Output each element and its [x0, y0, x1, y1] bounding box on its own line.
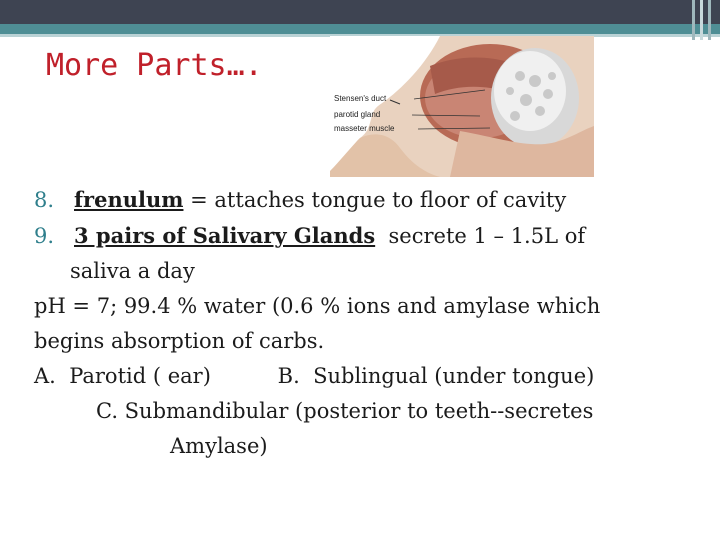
list-number: 9. — [34, 224, 55, 248]
body-line: begins absorption of carbs. — [34, 329, 325, 353]
salivary-gland-image — [330, 36, 594, 177]
figure-label-masseter-muscle: masseter muscle — [334, 124, 395, 133]
list-item — [34, 218, 694, 254]
list-number: 8. — [34, 188, 55, 212]
body-line: pH = 7; 99.4 % water (0.6 % ions and amylase which — [34, 294, 601, 318]
list-item — [34, 182, 694, 218]
corner-decoration — [688, 0, 718, 40]
accent-band — [0, 24, 720, 34]
slide-body — [34, 182, 694, 464]
figure-label-stensens-duct: Stensen's duct — [334, 94, 387, 103]
continuation-line: saliva a day — [70, 259, 195, 283]
figure-label-parotid-gland: parotid gland — [334, 110, 381, 119]
item-description: = attaches tongue to floor of cavity — [183, 188, 567, 212]
item-description: secrete 1 – 1.5L of — [375, 224, 586, 248]
gland-list-line: A. Parotid ( ear) B. Sublingual (under tongue) — [34, 364, 595, 388]
gland-list-line: Amylase) — [170, 434, 268, 458]
head-illustration — [330, 36, 594, 177]
slide-title: More Parts…. — [46, 48, 263, 83]
gland-list-line: C. Submandibular (posterior to teeth--secretes — [96, 399, 594, 423]
top-bar — [0, 0, 720, 24]
term-salivary-glands: 3 pairs of Salivary Glands — [74, 223, 376, 248]
term-frenulum: frenulum — [74, 187, 184, 212]
